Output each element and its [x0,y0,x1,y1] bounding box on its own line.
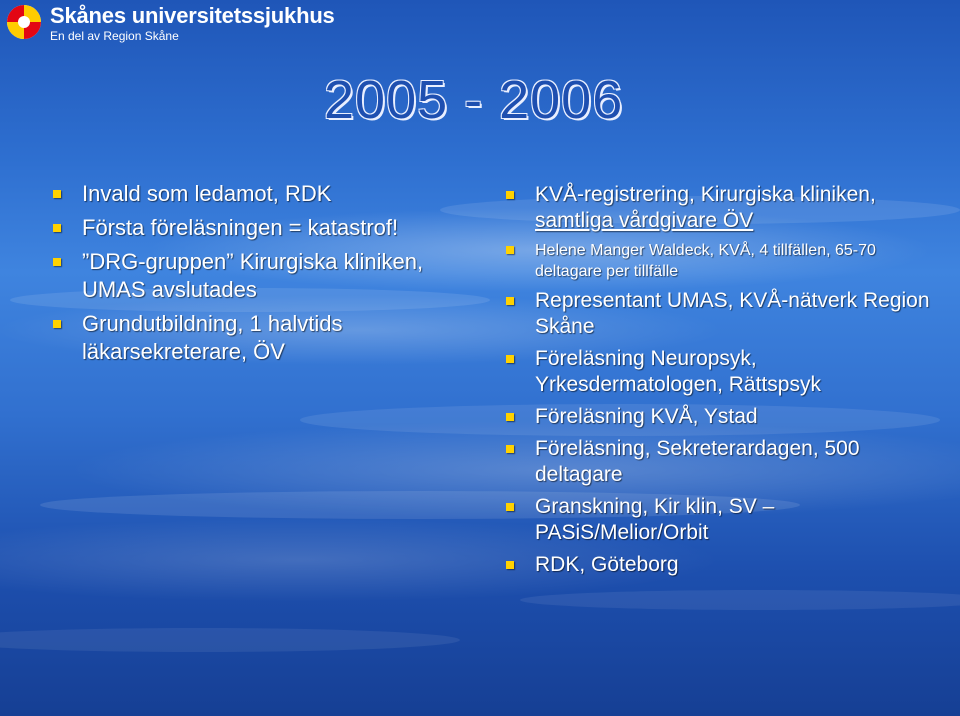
bullet-icon [506,561,514,569]
bullet-icon [506,355,514,363]
bullet-icon [53,320,61,328]
list-item: Föreläsning, Sekreterardagen, 500 deltagare [503,436,943,488]
logo-subtitle: En del av Region Skåne [50,29,179,43]
list-item: Representant UMAS, KVÅ-nätverk Region Skåne [503,288,943,340]
bullet-icon [506,445,514,453]
list-item: Granskning, Kir klin, SV – PASiS/Melior/Orbit [503,494,943,546]
list-item: Föreläsning Neuropsyk, Yrkesdermatologen, Rättspsyk [503,346,943,398]
slide-title: 2005 - 2006 [324,70,624,130]
list-item: Invald som ledamot, RDK [50,180,430,208]
sun-logo-icon [6,4,42,40]
list-item: Grundutbildning, 1 halvtids läkarsekreterare, ÖV [50,310,430,366]
list-item: KVÅ-registrering, Kirurgiska kliniken, samtliga vårdgivare ÖV [503,182,943,234]
hospital-logo [6,4,335,43]
bullet-icon [506,191,514,199]
list-item: Föreläsning KVÅ, Ystad [503,404,943,430]
left-bullet-list [50,180,430,372]
list-item: RDK, Göteborg [503,552,943,578]
logo-name: Skånes universitetssjukhus [50,3,335,28]
bullet-icon [53,224,61,232]
right-bullet-list [503,182,943,584]
bullet-icon [53,258,61,266]
list-item: ”DRG-gruppen” Kirurgiska kliniken, UMAS avslutades [50,248,430,304]
bullet-icon [506,503,514,511]
list-item: Första föreläsningen = katastrof! [50,214,430,242]
bullet-icon [506,246,514,254]
list-item: Helene Manger Waldeck, KVÅ, 4 tillfällen, 65-70 deltagare per tillfälle [503,240,943,282]
bullet-icon [53,190,61,198]
bullet-icon [506,413,514,421]
bullet-icon [506,297,514,305]
